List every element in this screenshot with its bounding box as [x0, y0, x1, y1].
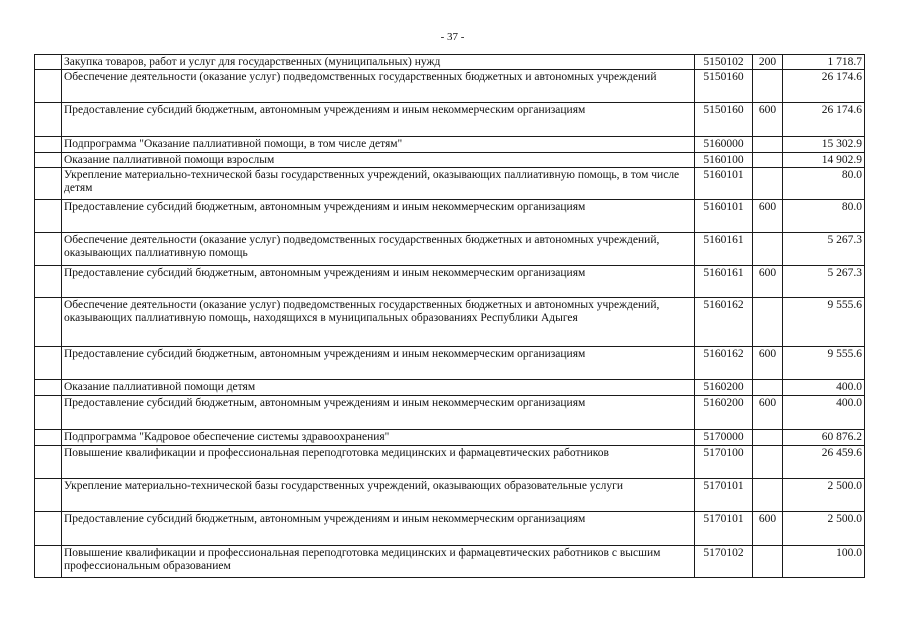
row-code: 5160101 [695, 200, 753, 233]
row-amount: 26 174.6 [783, 103, 865, 137]
row-amount: 400.0 [783, 380, 865, 396]
row-code: 5160162 [695, 298, 753, 347]
row-name: Повышение квалификации и профессиональная переподготовка медицинских и фармацевтических работников с высшим профессиональным образованием [62, 546, 695, 578]
blank-cell [35, 266, 62, 298]
table-row [35, 479, 865, 512]
row-vr [753, 70, 783, 103]
row-name: Обеспечение деятельности (оказание услуг) подведомственных государственных бюджетных и автономных учреждений [62, 70, 695, 103]
table-row [35, 168, 865, 200]
row-amount: 80.0 [783, 168, 865, 200]
row-vr: 200 [753, 55, 783, 70]
blank-cell [35, 298, 62, 347]
row-amount: 60 876.2 [783, 430, 865, 446]
row-amount: 1 718.7 [783, 55, 865, 70]
row-vr [753, 298, 783, 347]
row-code: 5160161 [695, 266, 753, 298]
blank-cell [35, 168, 62, 200]
row-code: 5150102 [695, 55, 753, 70]
row-name: Предоставление субсидий бюджетным, автономным учреждениям и иным некоммерческим организациям [62, 200, 695, 233]
row-name: Предоставление субсидий бюджетным, автономным учреждениям и иным некоммерческим организациям [62, 103, 695, 137]
blank-cell [35, 380, 62, 396]
row-amount: 15 302.9 [783, 137, 865, 153]
row-amount: 2 500.0 [783, 479, 865, 512]
blank-cell [35, 430, 62, 446]
budget-table [34, 54, 865, 578]
row-amount: 100.0 [783, 546, 865, 578]
row-vr [753, 168, 783, 200]
row-vr: 600 [753, 103, 783, 137]
row-code: 5150160 [695, 103, 753, 137]
table-row [35, 200, 865, 233]
row-vr [753, 546, 783, 578]
row-code: 5160161 [695, 233, 753, 266]
row-vr: 600 [753, 347, 783, 380]
row-amount: 14 902.9 [783, 153, 865, 168]
blank-cell [35, 512, 62, 546]
blank-cell [35, 233, 62, 266]
row-vr: 600 [753, 200, 783, 233]
blank-cell [35, 55, 62, 70]
row-vr [753, 430, 783, 446]
row-vr [753, 233, 783, 266]
blank-cell [35, 153, 62, 168]
table-row [35, 512, 865, 546]
row-code: 5160101 [695, 168, 753, 200]
row-amount: 9 555.6 [783, 347, 865, 380]
table-row [35, 153, 865, 168]
page-number: - 37 - [440, 31, 465, 43]
row-code: 5160100 [695, 153, 753, 168]
row-amount: 400.0 [783, 396, 865, 430]
row-name: Предоставление субсидий бюджетным, автономным учреждениям и иным некоммерческим организациям [62, 396, 695, 430]
row-code: 5170102 [695, 546, 753, 578]
blank-cell [35, 137, 62, 153]
row-code: 5170100 [695, 446, 753, 479]
table-row [35, 55, 865, 70]
table-row [35, 70, 865, 103]
table-row [35, 396, 865, 430]
row-amount: 26 459.6 [783, 446, 865, 479]
blank-cell [35, 479, 62, 512]
row-name: Обеспечение деятельности (оказание услуг) подведомственных государственных бюджетных и автономных учреждений, оказывающих паллиативную помощь, находящихся в муниципальных образованиях Республики Адыгея [62, 298, 695, 347]
row-vr [753, 380, 783, 396]
row-name: Предоставление субсидий бюджетным, автономным учреждениям и иным некоммерческим организациям [62, 347, 695, 380]
row-name: Укрепление материально-технической базы государственных учреждений, оказывающих образовательные услуги [62, 479, 695, 512]
row-code: 5160200 [695, 380, 753, 396]
row-amount: 5 267.3 [783, 233, 865, 266]
table-row [35, 380, 865, 396]
row-name: Укрепление материально-технической базы государственных учреждений, оказывающих паллиативную помощь, в том числе детям [62, 168, 695, 200]
row-code: 5160200 [695, 396, 753, 430]
row-name: Оказание паллиативной помощи детям [62, 380, 695, 396]
row-name: Подпрограмма "Оказание паллиативной помощи, в том числе детям" [62, 137, 695, 153]
table-row [35, 137, 865, 153]
row-name: Предоставление субсидий бюджетным, автономным учреждениям и иным некоммерческим организациям [62, 266, 695, 298]
row-name: Оказание паллиативной помощи взрослым [62, 153, 695, 168]
row-amount: 80.0 [783, 200, 865, 233]
blank-cell [35, 70, 62, 103]
row-vr: 600 [753, 396, 783, 430]
row-name: Предоставление субсидий бюджетным, автономным учреждениям и иным некоммерческим организациям [62, 512, 695, 546]
row-code: 5170000 [695, 430, 753, 446]
row-amount: 5 267.3 [783, 266, 865, 298]
row-name: Подпрограмма "Кадровое обеспечение системы здравоохранения" [62, 430, 695, 446]
blank-cell [35, 446, 62, 479]
row-vr [753, 137, 783, 153]
row-code: 5160000 [695, 137, 753, 153]
blank-cell [35, 200, 62, 233]
blank-cell [35, 347, 62, 380]
table-row [35, 546, 865, 578]
table-row [35, 233, 865, 266]
table-row [35, 298, 865, 347]
row-code: 5170101 [695, 512, 753, 546]
row-name: Обеспечение деятельности (оказание услуг) подведомственных государственных бюджетных и автономных учреждений, оказывающих паллиативную помощь [62, 233, 695, 266]
blank-cell [35, 396, 62, 430]
table-row [35, 347, 865, 380]
table-row [35, 266, 865, 298]
row-vr [753, 153, 783, 168]
row-code: 5160162 [695, 347, 753, 380]
row-vr [753, 446, 783, 479]
blank-cell [35, 546, 62, 578]
row-code: 5150160 [695, 70, 753, 103]
table-row [35, 446, 865, 479]
table-row [35, 430, 865, 446]
row-amount: 9 555.6 [783, 298, 865, 347]
row-name: Закупка товаров, работ и услуг для государственных (муниципальных) нужд [62, 55, 695, 70]
row-vr [753, 479, 783, 512]
row-amount: 2 500.0 [783, 512, 865, 546]
blank-cell [35, 103, 62, 137]
row-name: Повышение квалификации и профессиональная переподготовка медицинских и фармацевтических работников [62, 446, 695, 479]
row-vr: 600 [753, 266, 783, 298]
table-row [35, 103, 865, 137]
row-amount: 26 174.6 [783, 70, 865, 103]
row-vr: 600 [753, 512, 783, 546]
row-code: 5170101 [695, 479, 753, 512]
